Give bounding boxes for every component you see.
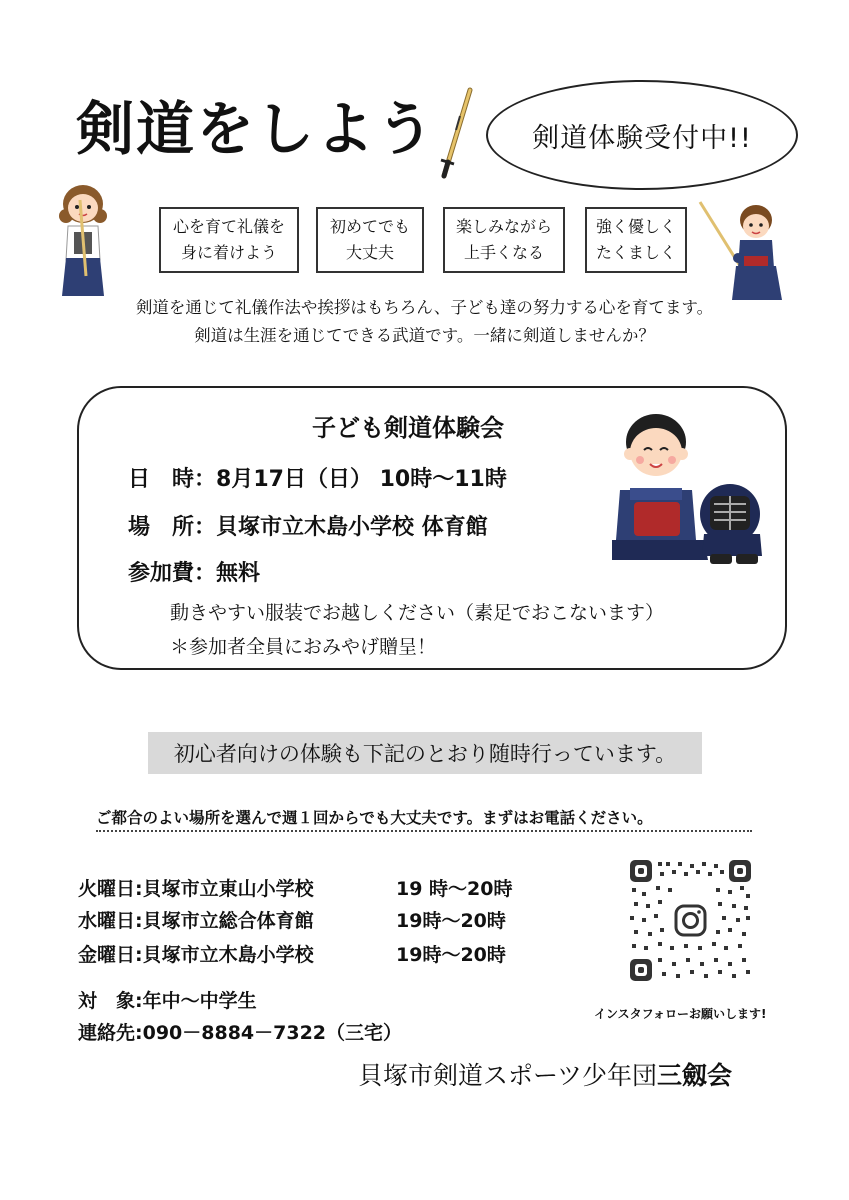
event-place xyxy=(128,510,488,541)
event-fee-value: 無料 xyxy=(216,561,261,586)
club-name-prefix: 貝塚市剣道スポーツ少年団 xyxy=(358,1061,658,1090)
regular-subtitle: ご都合のよい場所を選んで週１回からでも大丈夫です。まずはお電話ください。 xyxy=(96,809,653,827)
event-date xyxy=(128,462,507,493)
seated-kendo-boy-icon xyxy=(612,404,764,568)
event-note: ＊参加者全員におみやげ贈呈！ xyxy=(170,636,437,658)
schedule-row xyxy=(78,940,506,967)
regular-practice-banner xyxy=(148,732,702,774)
instagram-follow-note: インスタフォローお願いします! xyxy=(594,1007,767,1021)
event-note: 動きやすい服装でお越しください（素足でおこないます） xyxy=(170,602,665,624)
event-fee-label: 参加費： xyxy=(128,561,217,586)
schedule-time: 19 時～20時 xyxy=(396,878,513,900)
schedule-row xyxy=(78,906,506,933)
schedule-row xyxy=(78,874,513,901)
event-place-value: 貝塚市立木島小学校 体育館 xyxy=(216,515,488,540)
schedule-time: 19時～20時 xyxy=(396,910,506,932)
tagline-line: 身に着けよう xyxy=(180,243,277,262)
tagline-line: 大丈夫 xyxy=(345,243,394,262)
club-name-bold: 三劔会 xyxy=(657,1061,733,1090)
tagline-line: たくましく xyxy=(595,243,676,262)
tagline-line: 初めてでも xyxy=(329,217,410,236)
intro-line: 剣道は生涯を通じてできる武道です。一緒に剣道しませんか？ xyxy=(194,326,655,345)
schedule-time: 19時～20時 xyxy=(396,944,506,966)
tagline-box-strong xyxy=(585,207,687,273)
event-fee xyxy=(128,556,260,587)
reception-badge-text: 剣道体験受付中!! xyxy=(532,122,752,154)
target-age: 対 象:年中～中学生 xyxy=(78,990,257,1012)
tagline-line: 強く優しく xyxy=(595,217,676,236)
kendo-boy-icon xyxy=(694,196,784,304)
event-place-label: 場 所： xyxy=(128,515,217,540)
tagline-box-manners xyxy=(159,207,299,273)
instagram-qr-code[interactable] xyxy=(628,858,753,983)
contact-info: 連絡先:090－8884－7322（三宅） xyxy=(78,1022,403,1044)
event-date-value: 8月17日（日） 10時～11時 xyxy=(216,467,507,492)
club-name xyxy=(358,1056,732,1092)
event-title: 子ども剣道体験会 xyxy=(312,414,504,442)
kendo-girl-icon xyxy=(54,180,112,300)
tagline-line: 心を育て礼儀を xyxy=(172,217,285,236)
regular-practice-banner-text: 初心者向けの体験も下記のとおり随時行っています。 xyxy=(173,742,677,766)
schedule-location: 水曜日:貝塚市立総合体育館 xyxy=(78,910,314,932)
intro-line: 剣道を通じて礼儀作法や挨拶はもちろん、子ども達の努力する心を育てます。 xyxy=(135,298,714,317)
event-date-label: 日 時： xyxy=(128,467,217,492)
tagline-box-beginner xyxy=(316,207,424,273)
page-title: 剣道をしよう xyxy=(76,95,437,163)
dotted-divider xyxy=(96,830,752,832)
schedule-location: 火曜日:貝塚市立東山小学校 xyxy=(78,878,314,900)
tagline-line: 上手くなる xyxy=(463,243,544,262)
tagline-line: 楽しみながら xyxy=(455,217,552,236)
tagline-box-improve xyxy=(443,207,565,273)
reception-badge xyxy=(486,80,798,190)
schedule-location: 金曜日:貝塚市立木島小学校 xyxy=(78,944,314,966)
shinai-icon xyxy=(436,86,476,182)
